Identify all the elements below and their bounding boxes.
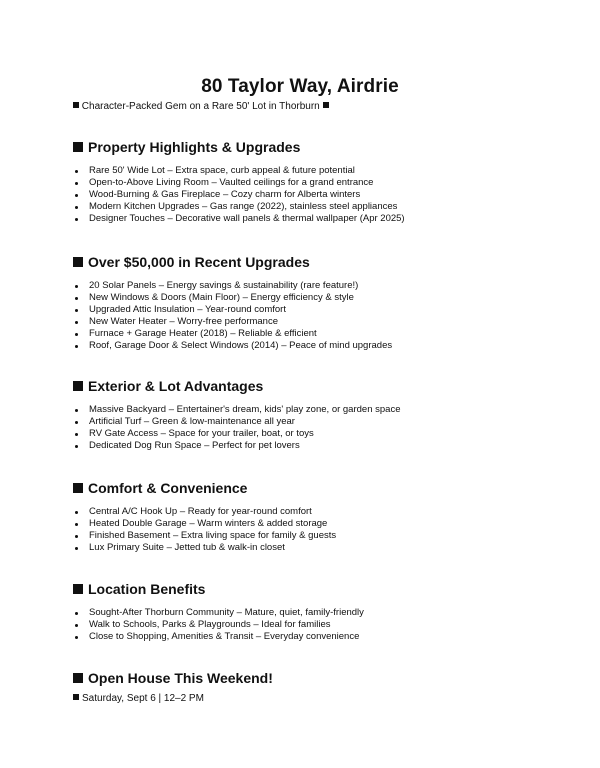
subtitle-text: Character-Packed Gem on a Rare 50' Lot in Thorburn (81, 101, 320, 112)
list-item: Upgraded Attic Insulation – Year-round comfort (73, 304, 553, 316)
bullet-dot-icon (75, 345, 78, 348)
square-bullet-icon (73, 673, 83, 683)
square-bullet-icon (323, 102, 329, 108)
square-bullet-icon (73, 483, 83, 493)
bullet-dot-icon (75, 297, 78, 300)
list-item: Wood-Burning & Gas Fireplace – Cozy charm for Alberta winters (73, 189, 553, 201)
list-item: Roof, Garage Door & Select Windows (2014) – Peace of mind upgrades (73, 340, 553, 352)
square-bullet-icon (73, 257, 83, 267)
list-item: Massive Backyard – Entertainer's dream, kids' play zone, or garden space (73, 404, 553, 416)
section-property-highlights (73, 137, 553, 225)
section-open-house (73, 668, 553, 688)
list-item: Finished Basement – Extra living space for family & guests (73, 530, 553, 542)
bullet-dot-icon (75, 194, 78, 197)
bullet-dot-icon (75, 170, 78, 173)
section-heading: Open House This Weekend! (73, 668, 553, 688)
bullet-list (73, 165, 553, 225)
subtitle-line (73, 101, 329, 112)
list-item: Sought-After Thorburn Community – Mature, quiet, family-friendly (73, 607, 553, 619)
section-recent-upgrades (73, 252, 553, 352)
square-bullet-icon (73, 381, 83, 391)
bullet-dot-icon (75, 535, 78, 538)
bullet-dot-icon (75, 285, 78, 288)
list-item: Lux Primary Suite – Jetted tub & walk-in closet (73, 542, 553, 554)
page-title: 80 Taylor Way, Airdrie (201, 76, 399, 97)
bullet-list (73, 506, 553, 554)
list-item: Modern Kitchen Upgrades – Gas range (2022), stainless steel appliances (73, 201, 553, 213)
bullet-dot-icon (75, 333, 78, 336)
bullet-dot-icon (75, 612, 78, 615)
square-bullet-icon (73, 694, 79, 700)
section-heading: Comfort & Convenience (73, 478, 553, 498)
bullet-dot-icon (75, 309, 78, 312)
bullet-dot-icon (75, 624, 78, 627)
list-item: New Water Heater – Worry-free performance (73, 316, 553, 328)
list-item: Walk to Schools, Parks & Playgrounds – Ideal for families (73, 619, 553, 631)
bullet-dot-icon (75, 218, 78, 221)
bullet-list (73, 607, 553, 643)
bullet-dot-icon (75, 421, 78, 424)
open-house-datetime: Saturday, Sept 6 | 12–2 PM (73, 693, 204, 704)
list-item: Heated Double Garage – Warm winters & added storage (73, 518, 553, 530)
square-bullet-icon (73, 584, 83, 594)
list-item: 20 Solar Panels – Energy savings & sustainability (rare feature!) (73, 280, 553, 292)
section-heading: Property Highlights & Upgrades (73, 137, 553, 157)
section-exterior-lot (73, 376, 553, 452)
bullet-list (73, 404, 553, 452)
bullet-list (73, 280, 553, 352)
list-item: Rare 50' Wide Lot – Extra space, curb appeal & future potential (73, 165, 553, 177)
bullet-dot-icon (75, 523, 78, 526)
bullet-dot-icon (75, 321, 78, 324)
list-item: RV Gate Access – Space for your trailer, boat, or toys (73, 428, 553, 440)
bullet-dot-icon (75, 636, 78, 639)
list-item: Dedicated Dog Run Space – Perfect for pet lovers (73, 440, 553, 452)
bullet-dot-icon (75, 409, 78, 412)
section-heading: Exterior & Lot Advantages (73, 376, 553, 396)
list-item: New Windows & Doors (Main Floor) – Energy efficiency & style (73, 292, 553, 304)
list-item: Designer Touches – Decorative wall panels & thermal wallpaper (Apr 2025) (73, 213, 553, 225)
square-bullet-icon (73, 102, 79, 108)
square-bullet-icon (73, 142, 83, 152)
bullet-dot-icon (75, 433, 78, 436)
section-heading: Location Benefits (73, 579, 553, 599)
list-item: Central A/C Hook Up – Ready for year-round comfort (73, 506, 553, 518)
list-item: Open-to-Above Living Room – Vaulted ceilings for a grand entrance (73, 177, 553, 189)
list-item: Furnace + Garage Heater (2018) – Reliable & efficient (73, 328, 553, 340)
list-item: Close to Shopping, Amenities & Transit – Everyday convenience (73, 631, 553, 643)
bullet-dot-icon (75, 547, 78, 550)
section-heading: Over $50,000 in Recent Upgrades (73, 252, 553, 272)
bullet-dot-icon (75, 445, 78, 448)
bullet-dot-icon (75, 511, 78, 514)
bullet-dot-icon (75, 206, 78, 209)
section-location-benefits (73, 579, 553, 643)
bullet-dot-icon (75, 182, 78, 185)
section-comfort-convenience (73, 478, 553, 554)
list-item: Artificial Turf – Green & low-maintenance all year (73, 416, 553, 428)
